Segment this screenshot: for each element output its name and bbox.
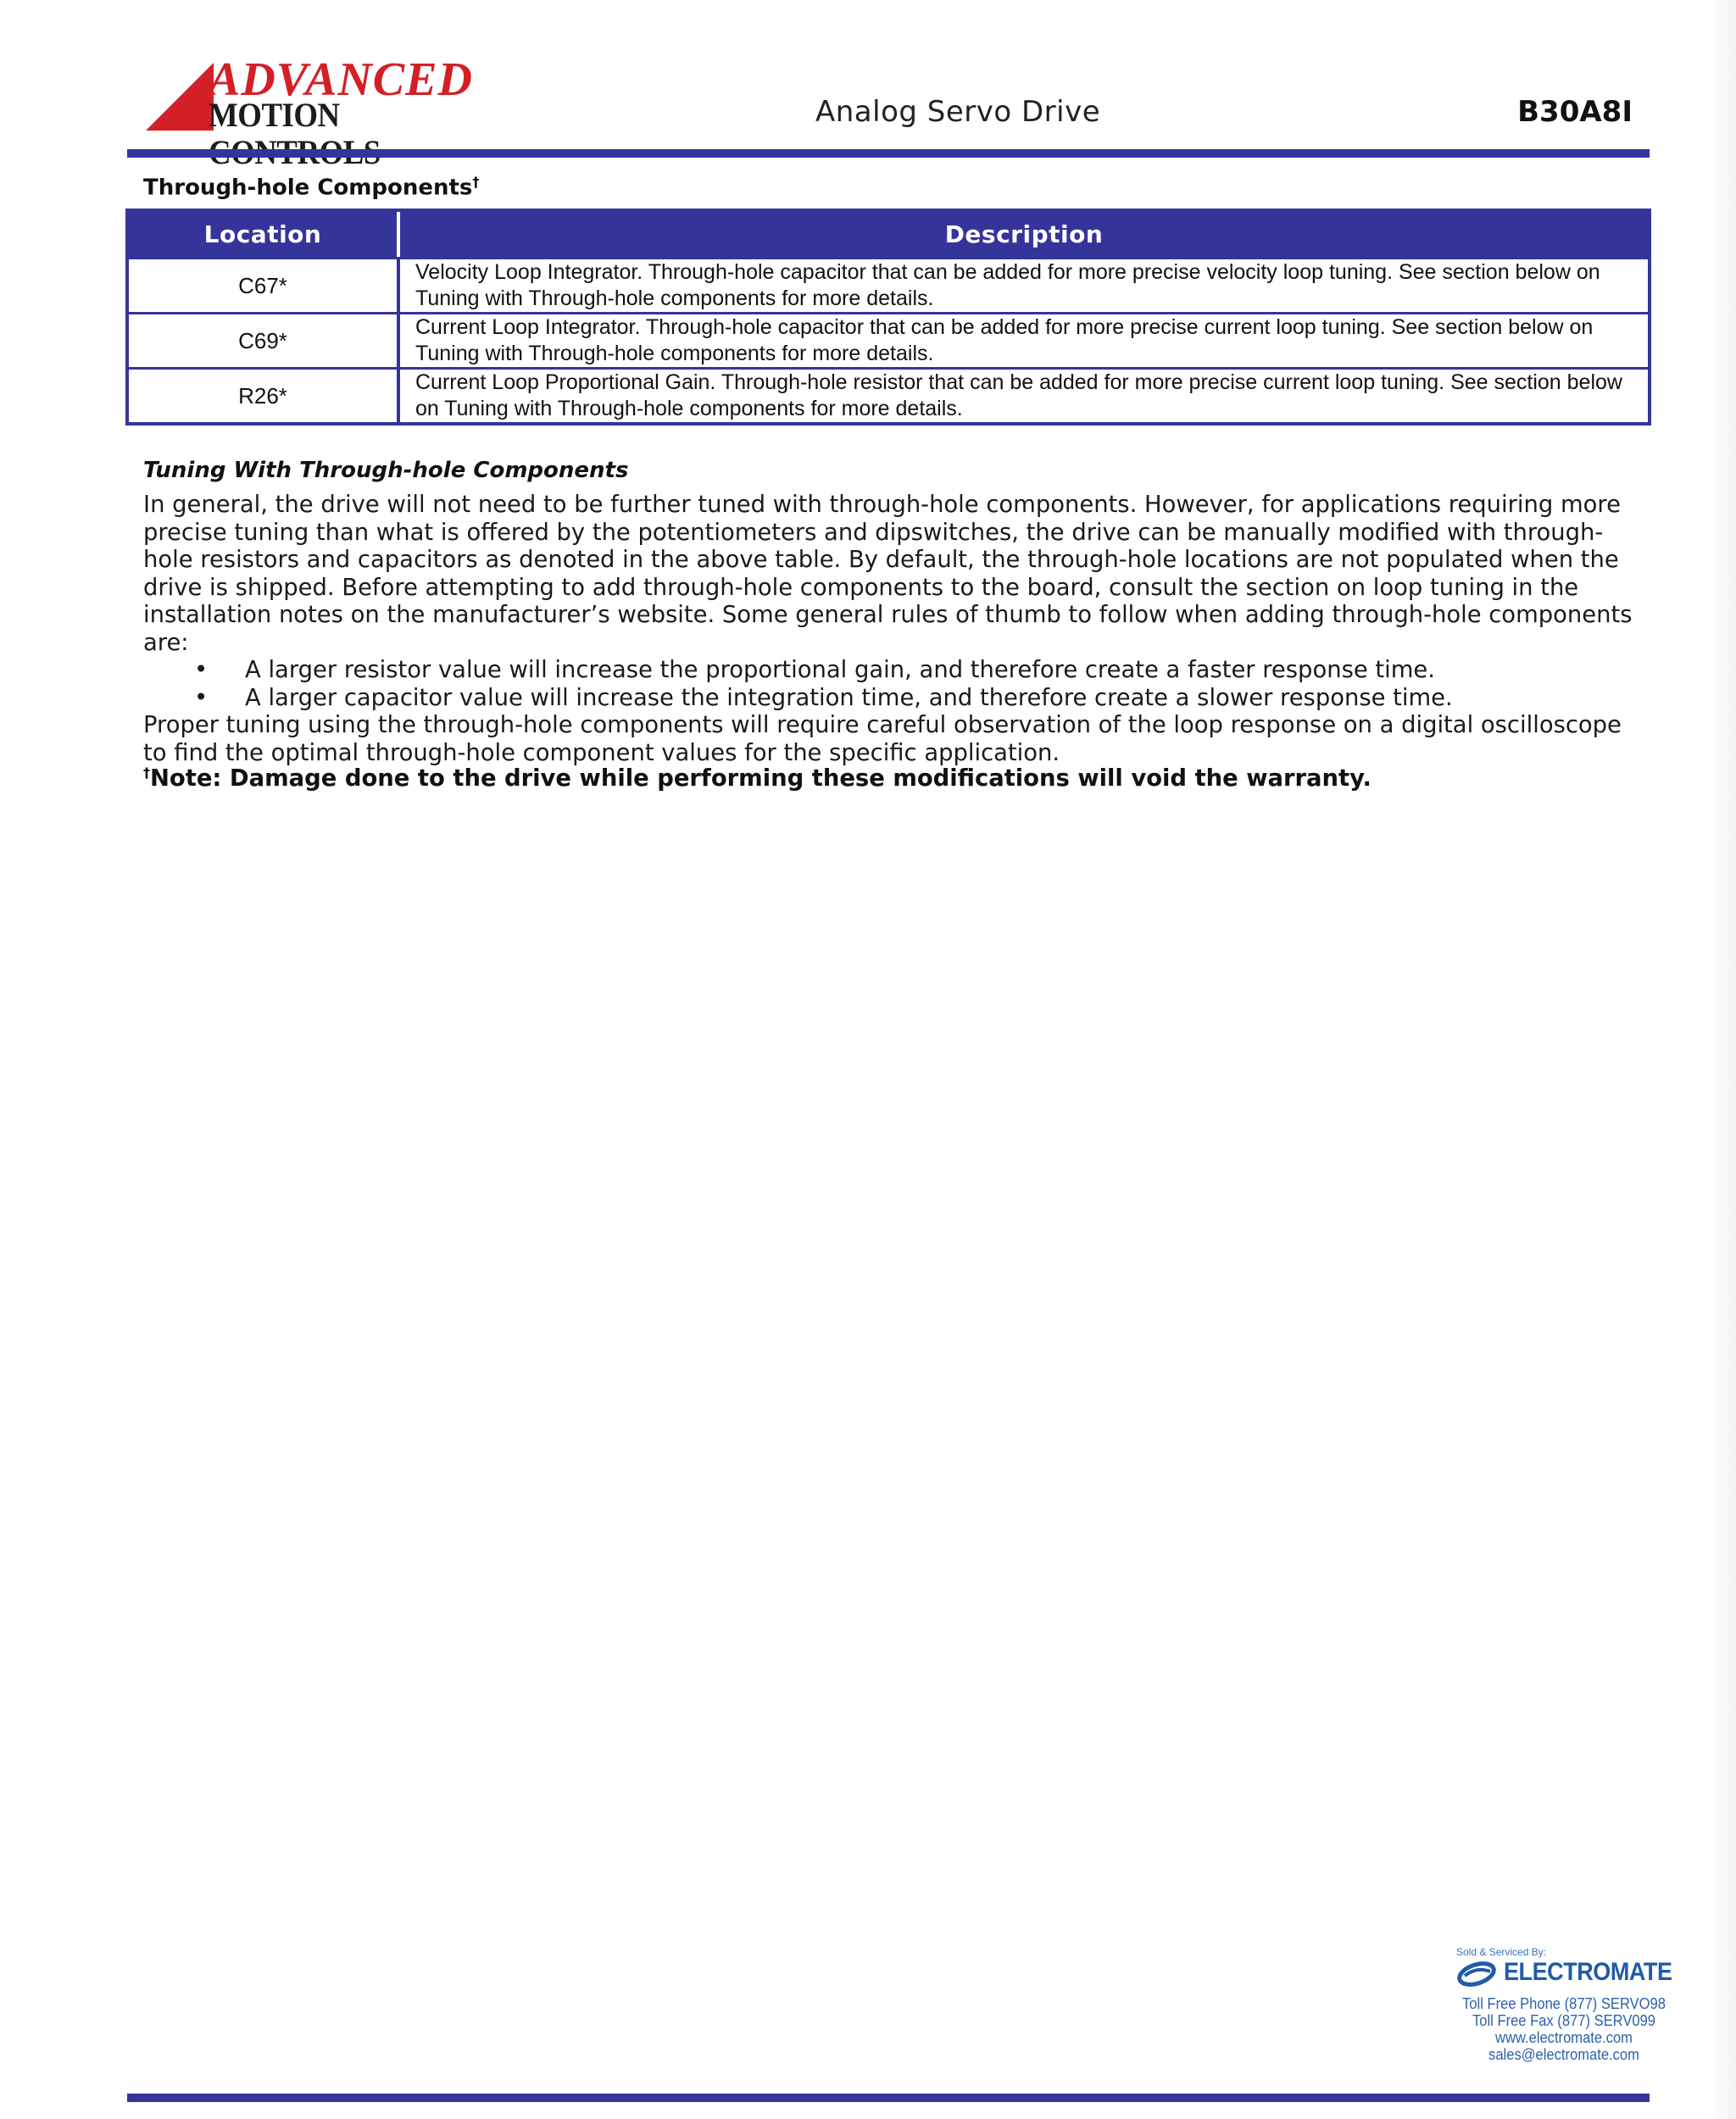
document-model-number: B30A8I [1517, 95, 1633, 129]
table-header-row [129, 212, 1648, 257]
warranty-note [143, 765, 1372, 792]
tuning-intro-paragraph: In general, the drive will not need to be further tuned with through-hole components. However, for applications requiring more precise tuning than what is offered by the potentiometers and dipswitches, the drive can be manually modified with through-hole resistors and capacitors as denoted in the above table. By default, the through-hole locations are not populated when the drive is shipped. Before attempting to add through-hole components to the board, consult the section on loop tuning in the installation notes on the manufacturer’s website. Some general rules of thumb to follow when adding through-hole components are: [143, 492, 1633, 656]
tuning-heading: Tuning With Through-hole Components [143, 458, 629, 483]
list-item [143, 685, 1644, 713]
table-row [129, 367, 1648, 422]
distributor-email[interactable]: sales@electromate.com [1488, 2046, 1639, 2063]
logo-triangle-icon [142, 59, 219, 132]
page-edge-shade [1704, 0, 1736, 2119]
header-rule [127, 149, 1650, 158]
footer-rule [127, 2094, 1650, 2102]
table-cell-location: C69* [129, 314, 400, 367]
distributor-phone: Toll Free Phone (877) SERVO98 [1462, 1995, 1666, 2012]
company-logo [142, 53, 541, 134]
distributor-contact [1451, 1995, 1678, 2063]
distributor-fax: Toll Free Fax (877) SERV099 [1472, 2012, 1655, 2029]
table-row [129, 257, 1648, 312]
electromate-swirl-icon [1456, 1960, 1500, 1988]
tuning-rules-list [143, 657, 1644, 712]
section-title-dagger: † [472, 174, 480, 190]
table-header-description: Description [944, 220, 1104, 248]
sold-by-label: Sold & Serviced By: [1456, 1946, 1547, 1958]
section-title [143, 174, 479, 201]
tuning-closing-paragraph: Proper tuning using the through-hole components will require careful observation of the loop response on a digital oscilloscope to find the optimal through-hole component values for the specific application. [143, 712, 1622, 766]
table-cell-description: Velocity Loop Integrator. Through-hole capacitor that can be added for more precise velocity loop tuning. See section below on Tuning with Through-hole components for more details. [415, 260, 1600, 310]
section-title-text: Through-hole Components [143, 175, 473, 201]
bullet-icon: • [194, 684, 209, 711]
through-hole-components-table [125, 209, 1651, 425]
table-header-location: Location [129, 212, 400, 257]
list-item-text: A larger resistor value will increase the proportional gain, and therefore create a faster response time. [245, 657, 1435, 683]
logo-line-advanced: ADVANCED [209, 53, 473, 106]
table-cell-location: C67* [129, 259, 400, 312]
table-cell-description: Current Loop Integrator. Through-hole capacitor that can be added for more precise current loop tuning. See section below on Tuning with Through-hole components for more details. [415, 315, 1594, 365]
document-subtitle: Analog Servo Drive [815, 95, 1101, 129]
distributor-logo [1456, 1958, 1685, 1992]
table-cell-location: R26* [129, 370, 400, 422]
bullet-icon: • [194, 657, 209, 683]
note-dagger: † [143, 765, 150, 781]
logo-line-motion-controls: MOTION [209, 96, 340, 134]
tuning-body [143, 492, 1644, 767]
distributor-website[interactable]: www.electromate.com [1495, 2029, 1633, 2046]
distributor-name: ELECTROMATE [1504, 1958, 1672, 1986]
table-cell-description: Current Loop Proportional Gain. Through-hole resistor that can be added for more precise current loop tuning. See section below on Tuning with Through-hole components for more details. [415, 370, 1622, 420]
table-row [129, 312, 1648, 367]
note-text: Note: Damage done to the drive while performing these modifications will void the warranty. [150, 765, 1372, 793]
list-item [143, 657, 1644, 685]
list-item-text: A larger capacitor value will increase the integration time, and therefore create a slower response time. [245, 684, 1453, 711]
